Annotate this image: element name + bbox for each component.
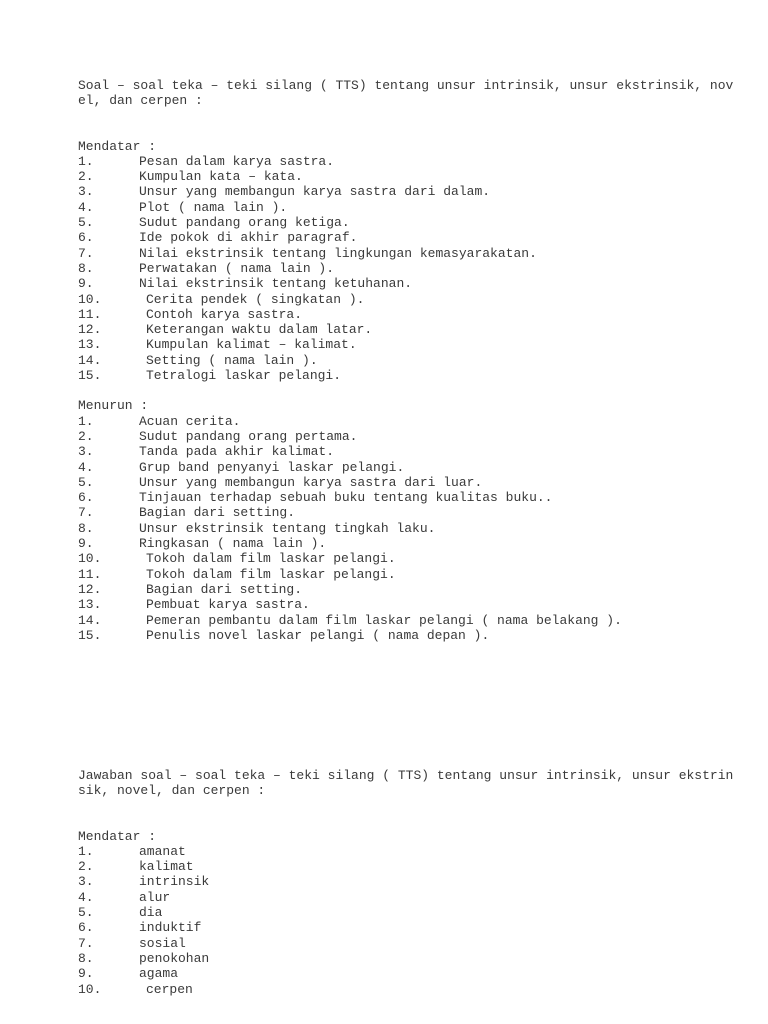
item-text: Unsur ekstrinsik tentang tingkah laku. [139, 520, 436, 536]
list-item [78, 951, 738, 966]
questions-title: Soal – soal teka – teki silang ( TTS) tentang unsur intrinsik, unsur ekstrinsik, nov el, dan cerpen : [78, 78, 734, 109]
item-number: 5. [78, 905, 94, 921]
item-number: 6. [78, 920, 94, 936]
list-item [78, 460, 738, 475]
list-item [78, 859, 738, 874]
item-number: 2. [78, 859, 94, 875]
item-text: Unsur yang membangun karya sastra dari luar. [139, 474, 483, 490]
item-number: 9. [78, 276, 94, 292]
list-item [78, 292, 738, 307]
item-text: intrinsik [139, 874, 210, 890]
item-text: Kumpulan kalimat – kalimat. [146, 337, 357, 353]
item-number: 3. [78, 874, 94, 890]
list-item [78, 184, 738, 199]
list-item [78, 261, 738, 276]
item-number: 14. [78, 352, 102, 368]
item-text: Tinjauan terhadap sebuah buku tentang kualitas buku.. [139, 490, 553, 506]
list-item [78, 628, 738, 643]
list-item [78, 429, 738, 444]
item-number: 4. [78, 459, 94, 475]
item-text: induktif [139, 920, 202, 936]
questions-mendatar-list [78, 154, 738, 383]
item-text: Ringkasan ( nama lain ). [139, 536, 327, 552]
item-text: Setting ( nama lain ). [146, 352, 318, 368]
item-number: 10. [78, 551, 102, 567]
list-item [78, 521, 738, 536]
list-item [78, 276, 738, 291]
questions-mendatar-block [78, 139, 738, 384]
item-text: Tetralogi laskar pelangi. [146, 368, 342, 384]
item-number: 9. [78, 966, 94, 982]
item-number: 9. [78, 536, 94, 552]
answers-mendatar-list [78, 844, 738, 997]
answers-title: Jawaban soal – soal teka – teki silang ( TTS) tentang unsur intrinsik, unsur ekstrin sik, novel, dan cerpen : [78, 768, 734, 799]
item-number: 13. [78, 597, 102, 613]
item-text: Pemeran pembantu dalam film laskar pelangi ( nama belakang ). [146, 612, 622, 628]
list-item [78, 966, 738, 981]
list-item [78, 307, 738, 322]
item-number: 10. [78, 981, 102, 997]
item-text: kalimat [139, 859, 194, 875]
item-text: Grup band penyanyi laskar pelangi. [139, 459, 405, 475]
item-number: 10. [78, 291, 102, 307]
item-text: alur [139, 889, 171, 905]
item-text: Nilai ekstrinsik tentang lingkungan kemasyarakatan. [139, 245, 537, 261]
item-number: 5. [78, 215, 94, 231]
list-item [78, 444, 738, 459]
list-item [78, 844, 738, 859]
list-item [78, 154, 738, 169]
item-text: Pembuat karya sastra. [146, 597, 310, 613]
list-item [78, 536, 738, 551]
item-text: agama [139, 966, 179, 982]
list-item [78, 613, 738, 628]
list-item [78, 920, 738, 935]
item-number: 7. [78, 935, 94, 951]
item-number: 8. [78, 520, 94, 536]
list-item [78, 551, 738, 566]
list-item [78, 368, 738, 383]
questions-section [78, 78, 738, 643]
list-item [78, 337, 738, 352]
item-number: 4. [78, 889, 94, 905]
list-item [78, 200, 738, 215]
item-text: amanat [139, 843, 186, 859]
list-item [78, 982, 738, 997]
list-item [78, 582, 738, 597]
item-text: Ide pokok di akhir paragraf. [139, 230, 358, 246]
answers-mendatar-heading: Mendatar : [78, 828, 157, 844]
item-text: cerpen [146, 981, 193, 997]
list-item [78, 567, 738, 582]
item-text: Kumpulan kata – kata. [139, 169, 303, 185]
questions-menurun-list [78, 414, 738, 643]
item-number: 1. [78, 413, 94, 429]
list-item [78, 353, 738, 368]
list-item [78, 874, 738, 889]
item-number: 8. [78, 950, 94, 966]
list-item [78, 936, 738, 951]
item-number: 5. [78, 474, 94, 490]
item-text: Tokoh dalam film laskar pelangi. [146, 551, 396, 567]
item-number: 12. [78, 322, 102, 338]
item-number: 15. [78, 627, 102, 643]
item-number: 11. [78, 306, 102, 322]
list-item [78, 246, 738, 261]
list-item [78, 475, 738, 490]
item-text: Keterangan waktu dalam latar. [146, 322, 373, 338]
item-text: Bagian dari setting. [146, 581, 303, 597]
item-text: dia [139, 905, 163, 921]
item-number: 7. [78, 245, 94, 261]
list-item [78, 890, 738, 905]
list-item [78, 505, 738, 520]
list-item [78, 414, 738, 429]
item-text: Perwatakan ( nama lain ). [139, 260, 335, 276]
list-item [78, 597, 738, 612]
item-text: penokohan [139, 950, 210, 966]
item-text: Contoh karya sastra. [146, 306, 303, 322]
item-text: Bagian dari setting. [139, 505, 296, 521]
list-item [78, 905, 738, 920]
item-text: Tanda pada akhir kalimat. [139, 444, 335, 460]
item-number: 15. [78, 368, 102, 384]
list-item [78, 322, 738, 337]
item-number: 1. [78, 843, 94, 859]
answers-section [78, 768, 738, 997]
item-number: 6. [78, 230, 94, 246]
item-number: 14. [78, 612, 102, 628]
questions-mendatar-heading: Mendatar : [78, 138, 157, 154]
item-text: Tokoh dalam film laskar pelangi. [146, 566, 396, 582]
item-text: Nilai ekstrinsik tentang ketuhanan. [139, 276, 413, 292]
questions-menurun-heading: Menurun : [78, 398, 149, 414]
item-text: Cerita pendek ( singkatan ). [146, 291, 365, 307]
item-text: sosial [139, 935, 186, 951]
list-item [78, 490, 738, 505]
item-text: Sudut pandang orang pertama. [139, 428, 358, 444]
item-text: Unsur yang membangun karya sastra dari dalam. [139, 184, 491, 200]
item-number: 3. [78, 444, 94, 460]
item-text: Sudut pandang orang ketiga. [139, 215, 350, 231]
item-number: 7. [78, 505, 94, 521]
item-number: 4. [78, 199, 94, 215]
list-item [78, 169, 738, 184]
answers-mendatar-block [78, 829, 738, 997]
item-number: 11. [78, 566, 102, 582]
item-number: 12. [78, 581, 102, 597]
item-number: 8. [78, 260, 94, 276]
item-number: 13. [78, 337, 102, 353]
item-number: 3. [78, 184, 94, 200]
item-number: 2. [78, 169, 94, 185]
questions-menurun-block [78, 398, 738, 643]
item-number: 6. [78, 490, 94, 506]
item-text: Plot ( nama lain ). [139, 199, 288, 215]
item-number: 1. [78, 153, 94, 169]
item-text: Acuan cerita. [139, 413, 241, 429]
item-text: Penulis novel laskar pelangi ( nama depan ). [146, 627, 490, 643]
list-item [78, 230, 738, 245]
item-text: Pesan dalam karya sastra. [139, 153, 335, 169]
list-item [78, 215, 738, 230]
item-number: 2. [78, 428, 94, 444]
